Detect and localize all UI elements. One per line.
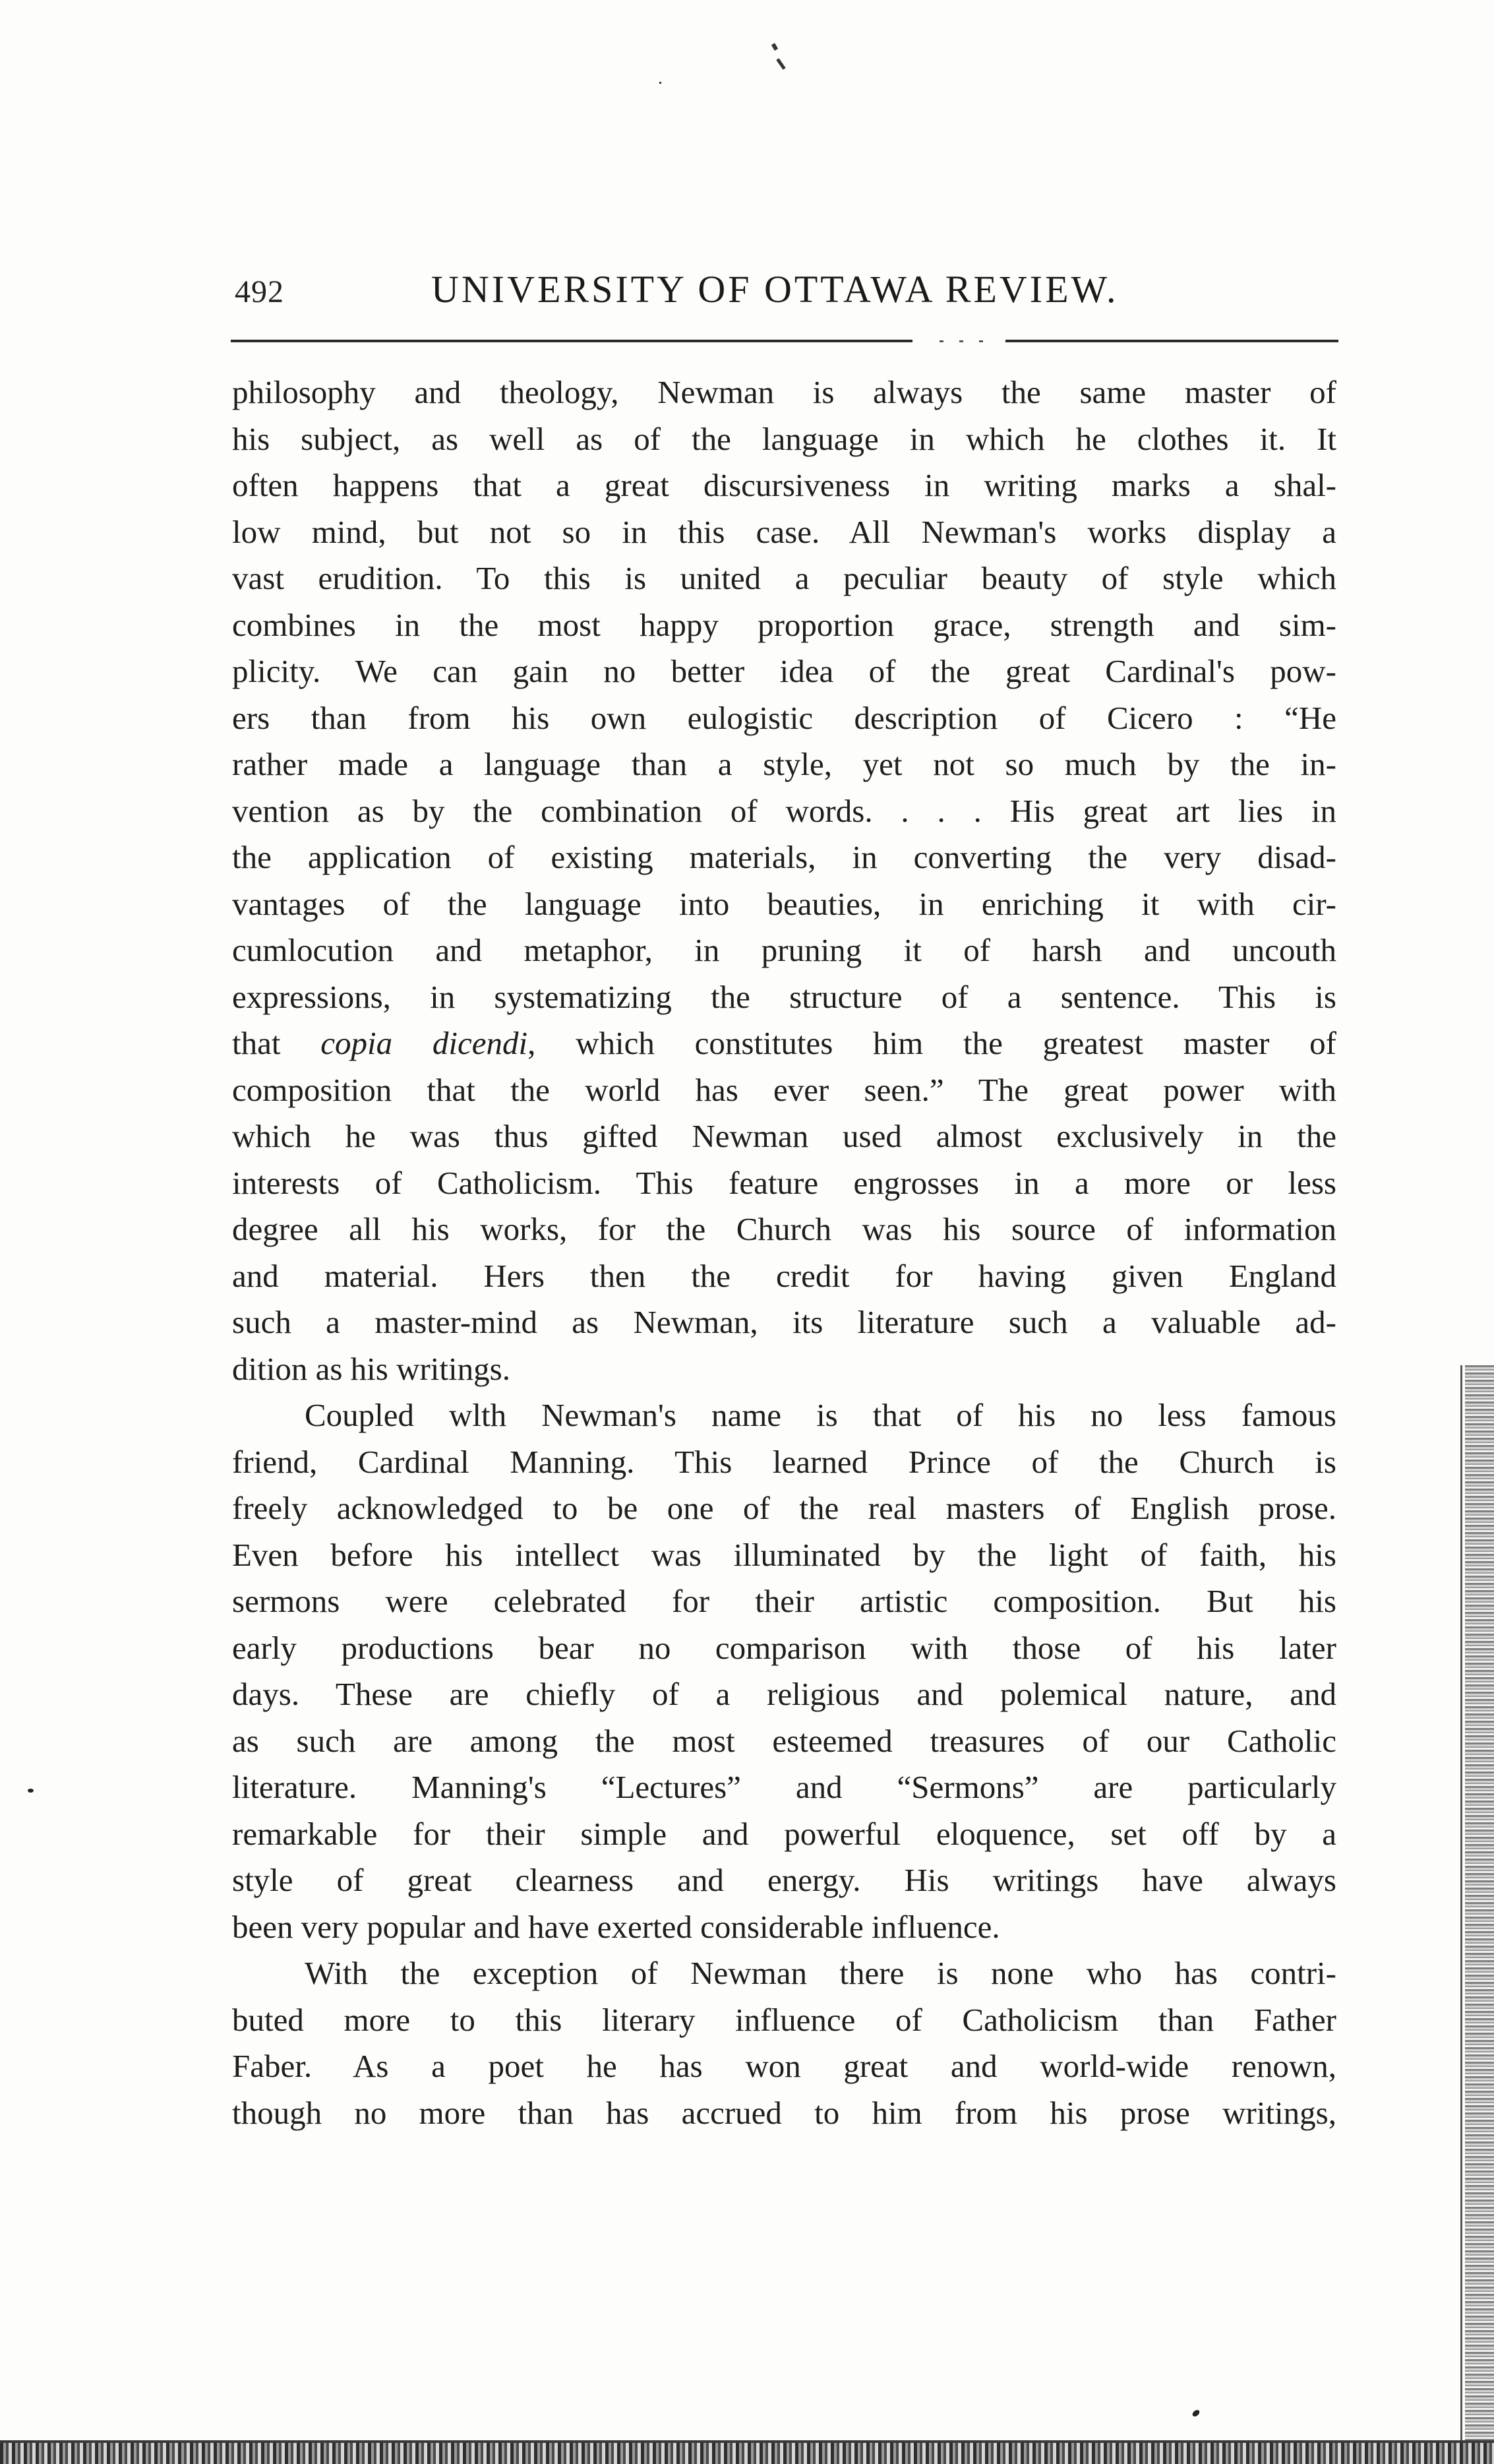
line-segment: vast erudition. To this is united a peculiar beauty of style which [232,560,1336,596]
text-line [232,1206,1336,1253]
text-line [232,1020,1336,1067]
binding-edge-bottom [0,2443,1494,2464]
text-line [232,834,1336,881]
text-line [232,1253,1336,1300]
header-rule-left [231,340,912,342]
text-line [232,369,1336,416]
line-segment: cumlocution and metaphor, in pruning it of harsh and uncouth [232,932,1336,968]
line-segment: expressions, in systematizing the structure of a sentence. This is [232,978,1336,1015]
line-segment: degree all his works, for the Church was his source of information [232,1211,1336,1247]
line-segment: Coupled wlth Newman's name is that of his no less famous [305,1397,1336,1433]
line-segment: philosophy and theology, Newman is always the same master of [232,374,1336,410]
text-line [232,1904,1336,1951]
line-segment: freely acknowledged to be one of the real masters of English prose. [232,1490,1336,1526]
line-segment: friend, Cardinal Manning. This learned Prince of the Church is [232,1443,1336,1480]
line-segment: literature. Manning's “Lectures” and “Sermons” are particularly [232,1769,1336,1805]
header-rule-right [1005,340,1338,342]
scan-speck [28,1789,34,1793]
text-line [232,602,1336,649]
line-segment: style of great clearness and energy. His writings have always [232,1862,1336,1898]
line-segment: remarkable for their simple and powerful eloquence, set off by a [232,1815,1336,1852]
line-segment: as such are among the most esteemed treasures of our Catholic [232,1722,1336,1759]
line-segment: though no more than has accrued to him from his prose writings, [232,2094,1336,2131]
article-body [232,369,1336,2136]
text-line [232,462,1336,509]
line-segment: interests of Catholicism. This feature engrosses in a more or less [232,1164,1336,1201]
text-line [232,1578,1336,1625]
line-segment: that [232,1025,321,1061]
line-segment: his subject, as well as of the language in which he clothes it. It [232,420,1336,457]
text-line [232,1811,1336,1858]
text-line [232,1857,1336,1904]
line-segment: Faber. As a poet he has won great and world-wide renown, [232,2048,1336,2084]
text-line [232,1485,1336,1532]
running-title: UNIVERSITY OF OTTAWA REVIEW. [431,268,1119,311]
line-segment: combines in the most happy proportion grace, strength and sim- [232,606,1336,643]
line-segment: which he was thus gifted Newman used almost exclusively in the [232,1118,1336,1154]
line-segment: days. These are chiefly of a religious and polemical nature, and [232,1676,1336,1712]
text-line [232,741,1336,788]
text-line [232,1160,1336,1207]
text-line [232,1532,1336,1579]
text-line [232,1950,1336,1997]
binding-edge-right [1465,1365,1494,2464]
text-line [232,1439,1336,1486]
line-segment: vention as by the combination of words. . . . His great art lies in [232,792,1336,829]
page-edge-right [1460,1365,1462,2464]
text-line [232,1718,1336,1765]
header-rule-gap [940,340,999,342]
line-segment: sermons were celebrated for their artistic composition. But his [232,1583,1336,1619]
text-line [232,1067,1336,1114]
line-segment: early productions bear no comparison with those of his later [232,1629,1336,1666]
line-segment: ers than from his own eulogistic description of Cicero : “He [232,699,1336,736]
line-segment: With the exception of Newman there is none who has contri- [305,1955,1336,1991]
text-line [232,974,1336,1021]
text-line [232,1346,1336,1393]
text-line [232,695,1336,742]
text-line [232,509,1336,556]
line-segment: , which constitutes him the greatest master of [527,1025,1336,1061]
text-line [232,1764,1336,1811]
line-segment: been very popular and have exerted considerable influence. [232,1908,1000,1945]
text-line [232,2043,1336,2090]
line-segment: such a master-mind as Newman, its literature such a valuable ad- [232,1304,1336,1340]
scan-speck [776,58,785,70]
italic-phrase: copia dicendi [320,1025,528,1061]
text-line [232,1113,1336,1160]
text-line [232,1625,1336,1672]
text-line [232,927,1336,974]
line-segment: and material. Hers then the credit for having given England [232,1257,1336,1294]
text-line [232,1671,1336,1718]
line-segment: dition as his writings. [232,1350,510,1387]
line-segment: rather made a language than a style, yet not so much by the in- [232,746,1336,782]
text-line [232,555,1336,602]
line-segment: vantages of the language into beauties, in enriching it with cir- [232,885,1336,922]
text-line [232,2090,1336,2137]
text-line [232,648,1336,695]
page-number: 492 [235,274,284,309]
text-line [232,1392,1336,1439]
line-segment: plicity. We can gain no better idea of the great Cardinal's pow- [232,653,1336,689]
text-line [232,788,1336,835]
line-segment: low mind, but not so in this case. All Newman's works display a [232,513,1336,550]
page-header [235,267,1336,326]
text-line [232,416,1336,463]
line-segment: buted more to this literary influence of Catholicism than Father [232,2001,1336,2038]
text-line [232,1997,1336,2044]
scan-speck [659,82,661,84]
text-line [232,881,1336,928]
line-segment: the application of existing materials, in converting the very disad- [232,839,1336,875]
line-segment: composition that the world has ever seen.” The great power with [232,1071,1336,1108]
scan-speck [1191,2409,1201,2418]
line-segment: Even before his intellect was illuminated by the light of faith, his [232,1536,1336,1573]
text-line [232,1299,1336,1346]
line-segment: often happens that a great discursiveness in writing marks a shal- [232,467,1336,503]
scan-speck [771,43,778,51]
